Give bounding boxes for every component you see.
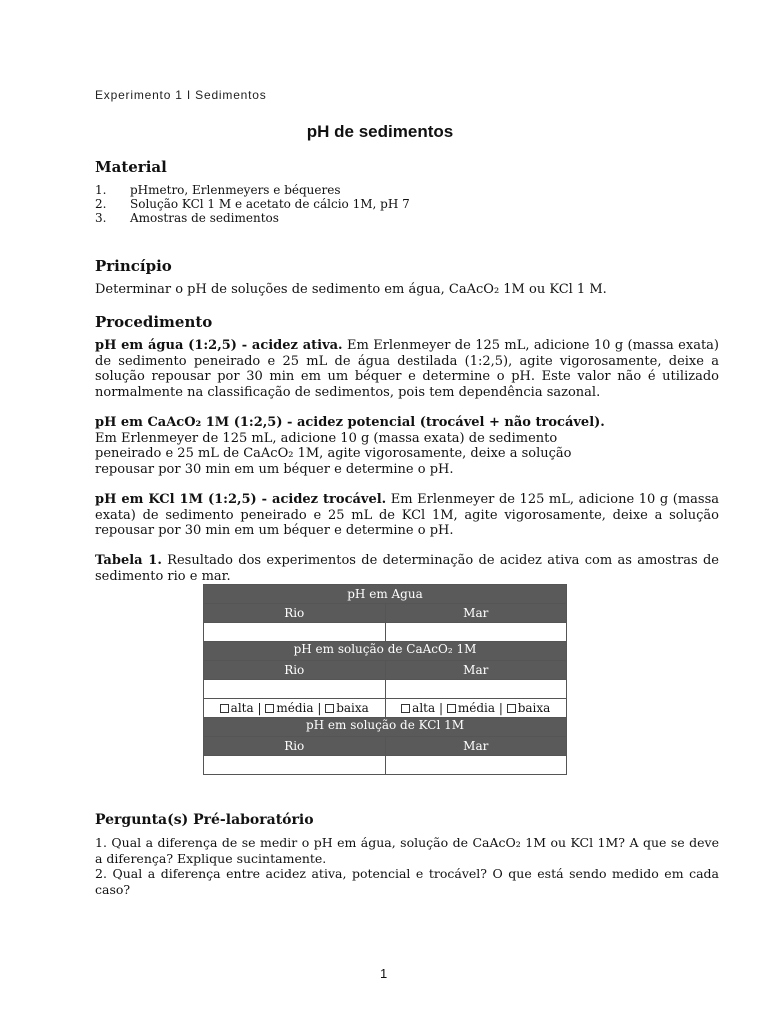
table-section-header: pH em Agua — [204, 585, 567, 604]
input-cell-kcl-mar[interactable] — [385, 756, 567, 775]
checkbox-alta-mar[interactable] — [401, 704, 410, 713]
material-heading: Material — [95, 158, 167, 176]
input-cell-kcl-rio[interactable] — [204, 756, 386, 775]
principio-heading: Princípio — [95, 257, 172, 275]
results-table — [203, 584, 567, 775]
table-column-header: Rio Mar — [204, 661, 567, 680]
procedure-paragraph-caaco2: pH em CaAcO₂ 1M (1:2,5) - acidez potencial (trocável + não trocável). Em Erlenmeyer de 125 mL, adicione 10 g (massa exata) de sedimento peneirado e 25 mL de CaAcO₂ 1M, agite vigorosamente, deixe a solução repousar por 30 min em um béquer e determine o pH. — [95, 415, 605, 477]
table-column-header: Rio Mar — [204, 737, 567, 756]
table-section-header: pH em solução de CaAcO₂ 1M — [204, 642, 567, 661]
table-section-header: pH em solução de KCl 1M — [204, 718, 567, 737]
running-header: Experimento 1 I Sedimentos — [95, 88, 267, 102]
checkbox-baixa-mar[interactable] — [507, 704, 516, 713]
input-cell-caaco2-mar[interactable] — [385, 680, 567, 699]
input-cell-caaco2-rio[interactable] — [204, 680, 386, 699]
page-title: pH de sedimentos — [306, 122, 454, 141]
table-column-header: Rio Mar — [204, 604, 567, 623]
procedure-paragraph-agua: pH em água (1:2,5) - acidez ativa. Em Erlenmeyer de 125 mL, adicione 10 g (massa exata) de sedimento peneirado e 25 mL de água destilada (1:2,5), agite vigorosamente, deixe a solução repousar por 30 min em um béquer e determine o pH. Este valor não é utilizado normalmente na classificação de sedimentos, pois tem dependência sazonal. — [95, 338, 719, 400]
checkbox-media-rio[interactable] — [265, 704, 274, 713]
procedimento-heading: Procedimento — [95, 313, 213, 331]
table-row — [204, 756, 567, 775]
table-caption: Tabela 1. Resultado dos experimentos de determinação de acidez ativa com as amostras de sedimento rio e mar. — [95, 553, 719, 584]
checkbox-baixa-rio[interactable] — [325, 704, 334, 713]
table-row — [204, 699, 567, 718]
checkbox-alta-rio[interactable] — [220, 704, 229, 713]
acidity-options-mar: alta | média | baixa — [385, 699, 567, 718]
procedure-paragraph-kcl: pH em KCl 1M (1:2,5) - acidez trocável. Em Erlenmeyer de 125 mL, adicione 10 g (massa exata) de sedimento peneirado e 25 mL de KCl 1M, agite vigorosamente, deixe a solução repousar por 30 min em um béquer e determine o pH. — [95, 492, 719, 538]
list-item: 3. Amostras de sedimentos — [95, 211, 279, 225]
principio-text: Determinar o pH de soluções de sedimento em água, CaAcO₂ 1M ou KCl 1 M. — [95, 282, 607, 297]
list-item: 1. pHmetro, Erlenmeyers e béqueres — [95, 183, 341, 197]
perguntas-heading: Pergunta(s) Pré-laboratório — [95, 812, 314, 828]
question-1: 1. Qual a diferença de se medir o pH em água, solução de CaAcO₂ 1M ou KCl 1M? A que se deve a diferença? Explique sucintamente. — [95, 835, 719, 866]
checkbox-media-mar[interactable] — [447, 704, 456, 713]
input-cell-agua-rio[interactable] — [204, 623, 386, 642]
question-2: 2. Qual a diferença entre acidez ativa, potencial e trocável? O que está sendo medido em cada caso? — [95, 866, 719, 897]
table-row — [204, 680, 567, 699]
list-item: 2. Solução KCl 1 M e acetato de cálcio 1M, pH 7 — [95, 197, 410, 211]
page-number: 1 — [380, 966, 388, 981]
acidity-options-rio: alta | média | baixa — [204, 699, 386, 718]
material-list — [95, 183, 410, 225]
input-cell-agua-mar[interactable] — [385, 623, 567, 642]
table-row — [204, 623, 567, 642]
